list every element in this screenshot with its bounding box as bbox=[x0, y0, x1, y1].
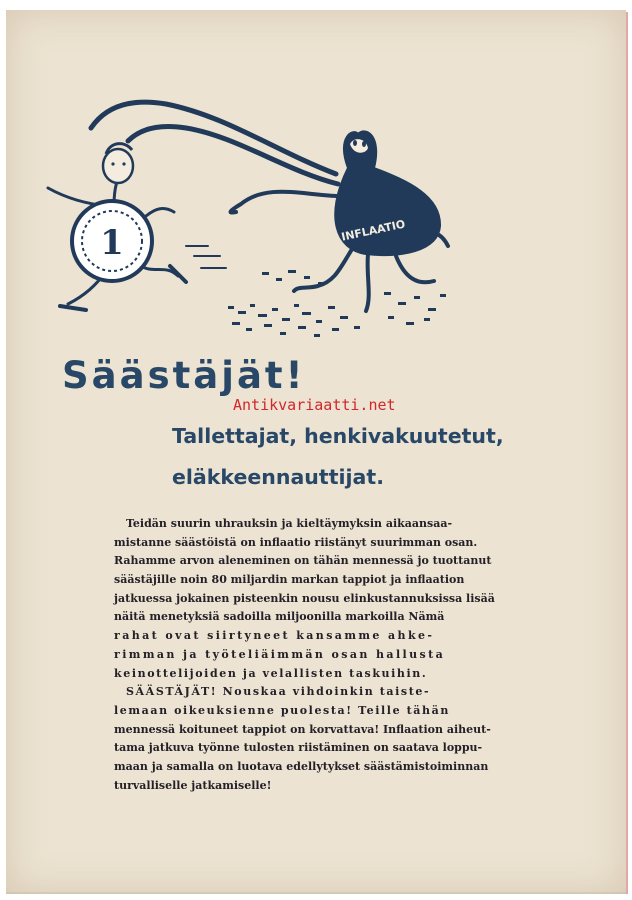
body-line: Teidän suurin uhrauksin ja kieltäymyksin aikaansaa- bbox=[126, 517, 453, 530]
body-line: rimman ja työteliäimmän osan hallusta bbox=[114, 647, 446, 661]
inflation-cartoon-illustration bbox=[36, 96, 476, 346]
body-line: SÄÄSTÄJÄT! Nouskaa vihdoinkin taiste- bbox=[126, 685, 431, 699]
page-title: Säästäjät! bbox=[62, 354, 306, 397]
body-line: Rahamme arvon aleneminen on tähän mennessä jo tuottanut bbox=[114, 554, 492, 568]
body-text bbox=[114, 515, 495, 795]
body-line: mistanne säästöistä on inflaatio riistänyt suurimman osan. bbox=[114, 535, 478, 549]
body-line: jatkuessa jokainen pisteenkin nousu elinkustannuksissa lisää bbox=[114, 591, 495, 605]
subtitle-line-1: Tallettajat, henkivakuutetut, bbox=[172, 424, 504, 448]
subtitle-line-2: eläkkeennauttijat. bbox=[172, 465, 384, 489]
body-line: turvalliselle jatkamiselle! bbox=[114, 778, 272, 792]
body-line: rahat ovat siirtyneet kansamme ahke- bbox=[114, 629, 435, 643]
body-line: maan ja samalla on luotava edellytykset säästämistoiminnan bbox=[114, 759, 489, 773]
coin-value-label: 1 bbox=[100, 223, 124, 263]
body-line: tama jatkuva työnne tulosten riistäminen on saatava loppu- bbox=[114, 741, 483, 755]
body-line: lemaan oikeuksienne puolesta! Teille tähän bbox=[114, 703, 450, 717]
body-line: näitä menetyksiä sadoilla miljoonilla markoilla Nämä bbox=[114, 610, 445, 624]
body-line: keinottelijoiden ja velallisten taskuihin. bbox=[114, 666, 428, 680]
creature-inflation-label: INFLAATIO bbox=[340, 217, 407, 244]
body-line: mennessä koituneet tappiot on korvattava! Inflaation aiheut- bbox=[114, 722, 491, 736]
body-line: säästäjille noin 80 miljardin markan tappiot ja inflaation bbox=[114, 573, 465, 587]
watermark-text: Antikvariaatti.net bbox=[233, 396, 396, 414]
